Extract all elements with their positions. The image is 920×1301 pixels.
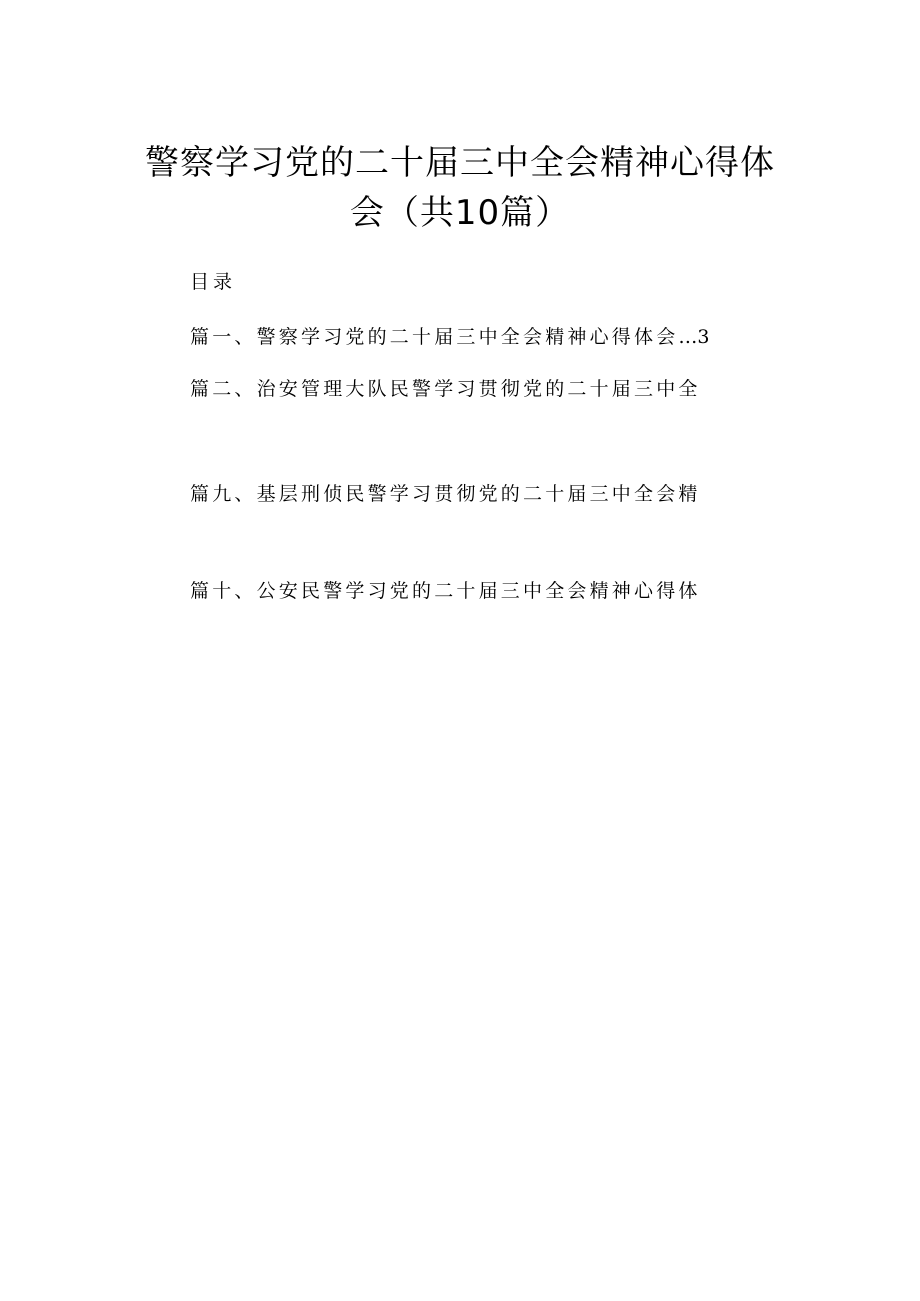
toc-item-10-label: 篇十、公安民警学习党的二十届三中全会精神心得体 [190,580,701,602]
document-title [0,138,920,238]
toc-heading: 目录 [190,271,237,293]
toc-item-10[interactable] [190,577,750,605]
title-line-2: 会（共10篇） [349,193,571,233]
toc-item-2[interactable] [190,375,750,403]
toc-item-1[interactable] [190,323,750,351]
title-line-1: 警察学习党的二十届三中全会精神心得体 [145,143,775,183]
toc-item-1-label: 篇一、警察学习党的二十届三中全会精神心得体会 [190,326,679,348]
toc-item-9[interactable] [190,480,750,508]
toc-item-1-page: 3 [697,326,710,348]
toc-item-2-label: 篇二、治安管理大队民警学习贯彻党的二十届三中全 [190,378,701,400]
toc-item-1-leader: … [678,326,698,348]
toc-item-9-label: 篇九、基层刑侦民警学习贯彻党的二十届三中全会精 [190,483,701,505]
